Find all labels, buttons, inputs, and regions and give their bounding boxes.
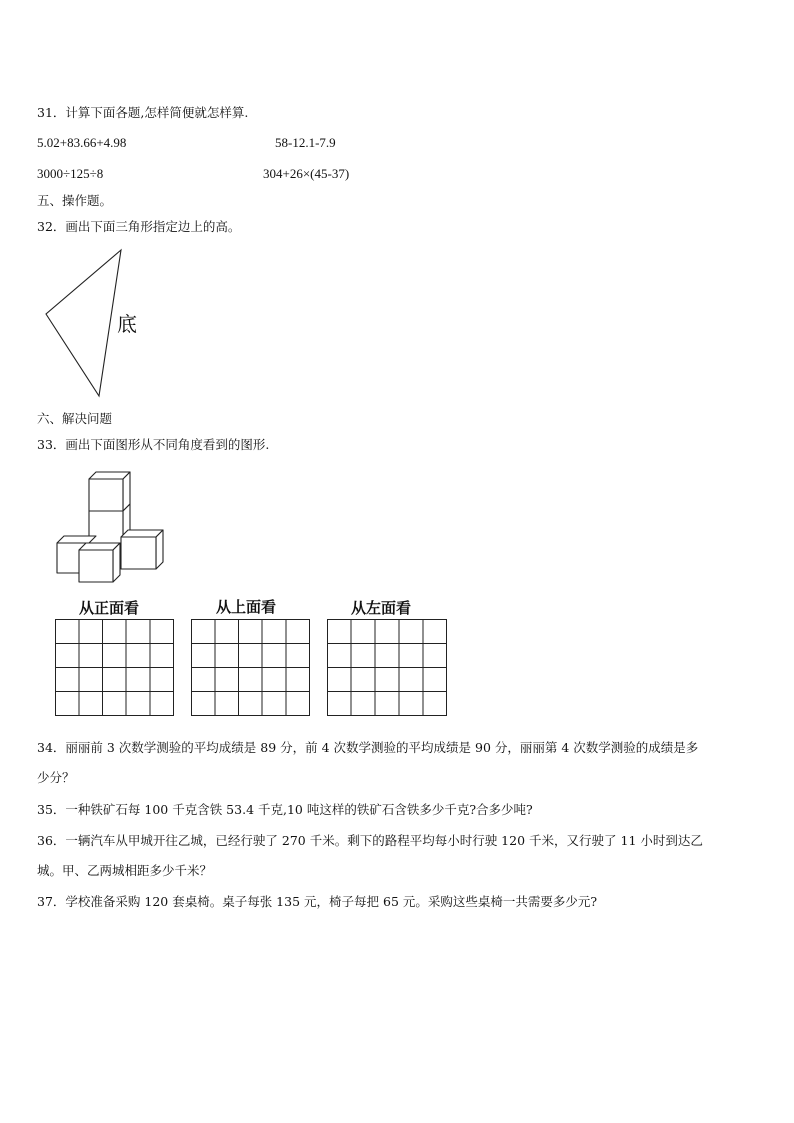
front-view-label: 从正面看 <box>79 599 140 617</box>
section-5-heading: 五、操作题。 <box>37 193 113 208</box>
front-view-grid <box>55 619 175 717</box>
question-31-text: 31．计算下面各题,怎样简便就怎样算. <box>37 105 249 120</box>
expression-4: 304+26×(45-37) <box>263 166 350 181</box>
top-view-grid <box>191 619 311 717</box>
expression-2: 58-12.1-7.9 <box>275 135 336 150</box>
top-view-label: 从上面看 <box>216 598 277 616</box>
question-35-text: 35．一种铁矿石每 100 千克含铁 53.4 千克,10 吨这样的铁矿石含铁多少千克?合多少吨? <box>37 802 533 817</box>
question-33-text: 33．画出下面图形从不同角度看到的图形. <box>37 437 270 452</box>
question-36-line-1: 36．一辆汽车从甲城开往乙城，已经行驶了 270 千米。剩下的路程平均每小时行驶 120 千米，又行驶了 11 小时到达乙 <box>37 833 703 848</box>
question-34-line-1: 34．丽丽前 3 次数学测验的平均成绩是 89 分，前 4 次数学测验的平均成绩是 90 分，丽丽第 4 次数学测验的成绩是多 <box>37 740 699 755</box>
base-side-label: 底 <box>117 312 137 336</box>
left-view-grid <box>327 619 448 717</box>
question-37-text: 37．学校准备采购 120 套桌椅。桌子每张 135 元，椅子每把 65 元。采购这些桌椅一共需要多少元? <box>37 894 598 909</box>
question-32-text: 32．画出下面三角形指定边上的高。 <box>37 219 241 234</box>
question-34-line-2: 少分？ <box>37 770 75 785</box>
expression-1: 5.02+83.66+4.98 <box>37 135 127 150</box>
expression-3: 3000÷125÷8 <box>37 166 104 181</box>
question-36-line-2: 城。甲、乙两城相距多少千米？ <box>37 863 213 878</box>
section-6-heading: 六、解决问题 <box>37 411 113 426</box>
left-view-label: 从左面看 <box>351 599 412 617</box>
